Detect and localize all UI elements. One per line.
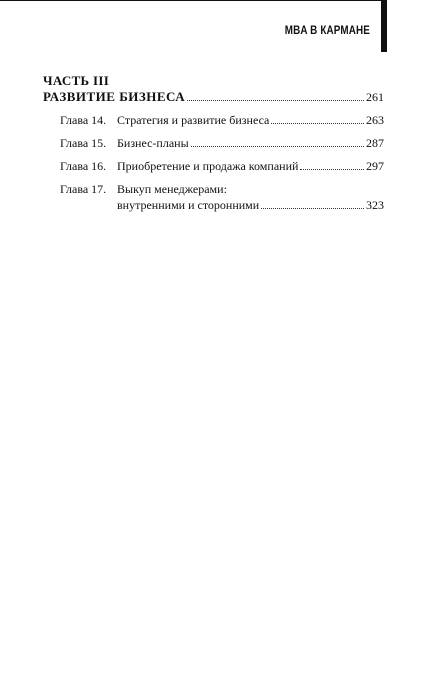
chapter-body [117,135,384,151]
table-of-contents [43,73,384,213]
chapter-number: Глава 14. [60,113,107,127]
header-vertical-bar [381,0,387,52]
header-rule [0,0,383,1]
chapter-body [117,112,384,128]
chapter-page-number: 263 [366,113,384,127]
chapter-title-line [117,135,384,151]
chapter-title: Выкуп менеджерами: [117,182,227,196]
chapter-body [117,158,384,174]
chapter-title-line [117,181,384,197]
chapter-entry[interactable] [60,181,384,213]
chapter-number: Глава 17. [60,182,107,196]
chapter-title: Стратегия и развитие бизнеса [117,113,270,127]
chapter-title: Бизнес-планы [117,136,189,150]
chapter-entry[interactable] [60,135,384,151]
chapter-title-continued: внутренними и сторонними [117,198,260,212]
chapter-title: Приобретение и продажа компаний [117,159,299,173]
dot-leader [261,208,364,209]
chapter-entry[interactable] [60,158,384,174]
dot-leader [300,169,364,170]
chapter-entry[interactable] [60,112,384,128]
chapter-title-line [117,112,384,128]
chapter-number: Глава 16. [60,159,107,173]
chapter-number: Глава 15. [60,136,107,150]
part-label: ЧАСТЬ III [43,73,110,88]
chapter-page-number: 323 [366,198,384,212]
chapter-page-number: 287 [366,136,384,150]
part-entry[interactable] [43,89,384,105]
chapter-title-line [117,197,384,213]
chapter-list [43,112,384,213]
chapter-page-number: 297 [366,159,384,173]
dot-leader [191,146,364,147]
part-page-number: 261 [366,90,384,104]
running-head: MBA В КАРМАНЕ [284,23,370,37]
dot-leader [187,100,364,101]
part-title: РАЗВИТИЕ БИЗНЕСА [43,89,186,104]
chapter-title-line [117,158,384,174]
dot-leader [271,123,364,124]
chapter-body [117,181,384,213]
